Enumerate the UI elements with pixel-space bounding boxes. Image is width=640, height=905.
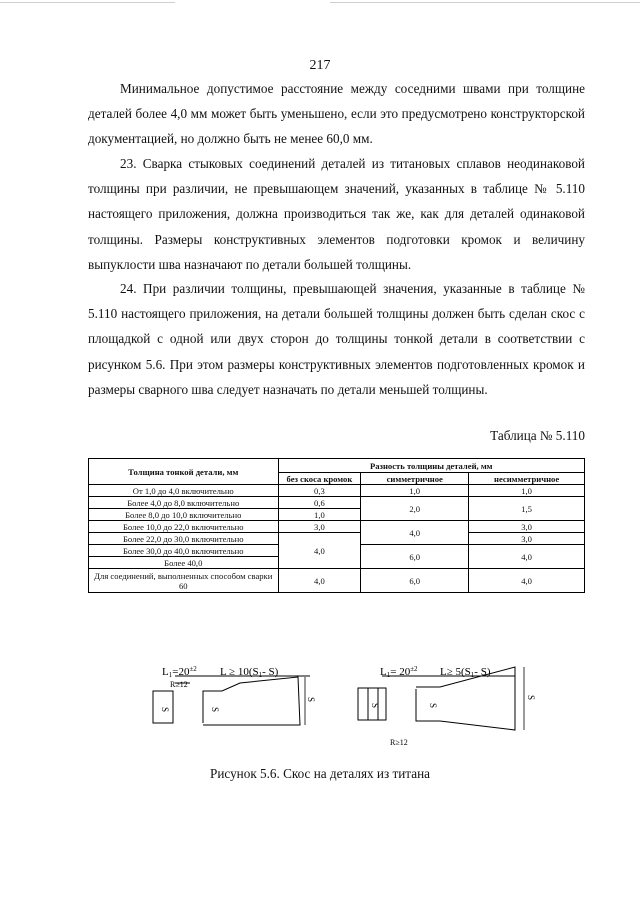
table-row [89,497,585,509]
cell-symmetric: 6,0 [361,569,469,593]
row-label: От 1,0 до 4,0 включительно [89,485,279,497]
table-caption: Таблица № 5.110 [490,428,585,443]
row-label: Более 8,0 до 10,0 включительно [89,509,279,521]
paragraph-24: 24. При различии толщины, превышающей значения, указанные в таблице № 5.110 настоящего приложения, на детали большей толщины должен быть сделан скос с площадкой с одной или двух сторон до толщины тонкой детали в соответствии с рисунком 5.6. При этом размеры конструктивных элементов подготовленных кромок и размеры сварного шва следует назначать по детали меньшей толщины. [88,281,585,397]
cell-asymmetric: 1,5 [469,497,585,521]
row-label: Для соединений, выполненных способом сварки 60 [89,569,279,593]
cell-no-bevel: 4,0 [278,569,361,593]
right-thickness-s2: S [428,703,438,709]
bevel-figure [150,655,550,755]
left-thickness-s3: S [306,697,316,703]
cell-asymmetric: 3,0 [469,521,585,533]
figure-caption: Рисунок 5.6. Скос на деталях из титана [210,766,430,781]
top-rule-left [0,2,175,3]
right-formula: L≥ 5(S1- S) [440,666,491,679]
cell-symmetric: 6,0 [361,545,469,569]
left-radius-label: R≥12 [170,680,188,689]
cell-no-bevel: 0,6 [278,497,361,509]
cell-no-bevel: 3,0 [278,521,361,533]
left-L-label: $L1=20^{\pm 2}$ [162,665,197,679]
left-thickness-s1: S [160,707,170,713]
table-row [89,533,585,545]
table-row [89,485,585,497]
cell-asymmetric: 1,0 [469,485,585,497]
cell-asymmetric: 4,0 [469,545,585,569]
cell-asymmetric: 3,0 [469,533,585,545]
row-label: Более 40,0 [89,557,279,569]
table-row [89,569,585,593]
cell-symmetric: 4,0 [361,521,469,545]
left-formula: L ≥ 10(S1- S) [220,666,279,679]
right-thickness-s1: S [370,703,380,709]
right-L-label: $L1= 20^{\pm 2}$ [380,665,418,679]
cell-symmetric: 1,0 [361,485,469,497]
header-thin-part: Толщина тонкой детали, мм [89,459,279,485]
left-thickness-s2: S [210,707,220,713]
thickness-table [88,458,585,593]
right-radius-label: R≥12 [390,738,408,747]
row-label: Более 22,0 до 30,0 включительно [89,533,279,545]
header-difference: Разность толщины деталей, мм [278,459,584,473]
right-thickness-s3: S [526,695,536,701]
row-label: Более 10,0 до 22,0 включительно [89,521,279,533]
table-row [89,521,585,533]
paragraph-min-distance: Минимальное допустимое расстояние между соседними швами при толщине деталей более 4,0 мм может быть уменьшено, если это предусмотрено конструкторской документацией, но должно быть не менее 60,0 мм. [88,81,585,147]
row-label: Более 30,0 до 40,0 включительно [89,545,279,557]
cell-no-bevel: 0,3 [278,485,361,497]
cell-no-bevel: 1,0 [278,509,361,521]
top-rule-right [330,2,640,3]
cell-asymmetric: 4,0 [469,569,585,593]
subheader-no-bevel: без скоса кромок [278,473,361,485]
paragraph-23: 23. Сварка стыковых соединений деталей из титановых сплавов неодинаковой толщины при различии, не превышающем значений, указанных в таблице № 5.110 настоящего приложения, должна производиться так же, как для деталей одинаковой толщины. Размеры конструктивных элементов подготовки кромок и величину выпуклости шва назначают по детали большей толщины. [88,156,585,272]
page-number: 217 [309,58,331,73]
subheader-asymmetric: несимметричное [469,473,585,485]
subheader-symmetric: симметричное [361,473,469,485]
cell-no-bevel: 4,0 [278,533,361,569]
cell-symmetric: 2,0 [361,497,469,521]
row-label: Более 4,0 до 8,0 включительно [89,497,279,509]
